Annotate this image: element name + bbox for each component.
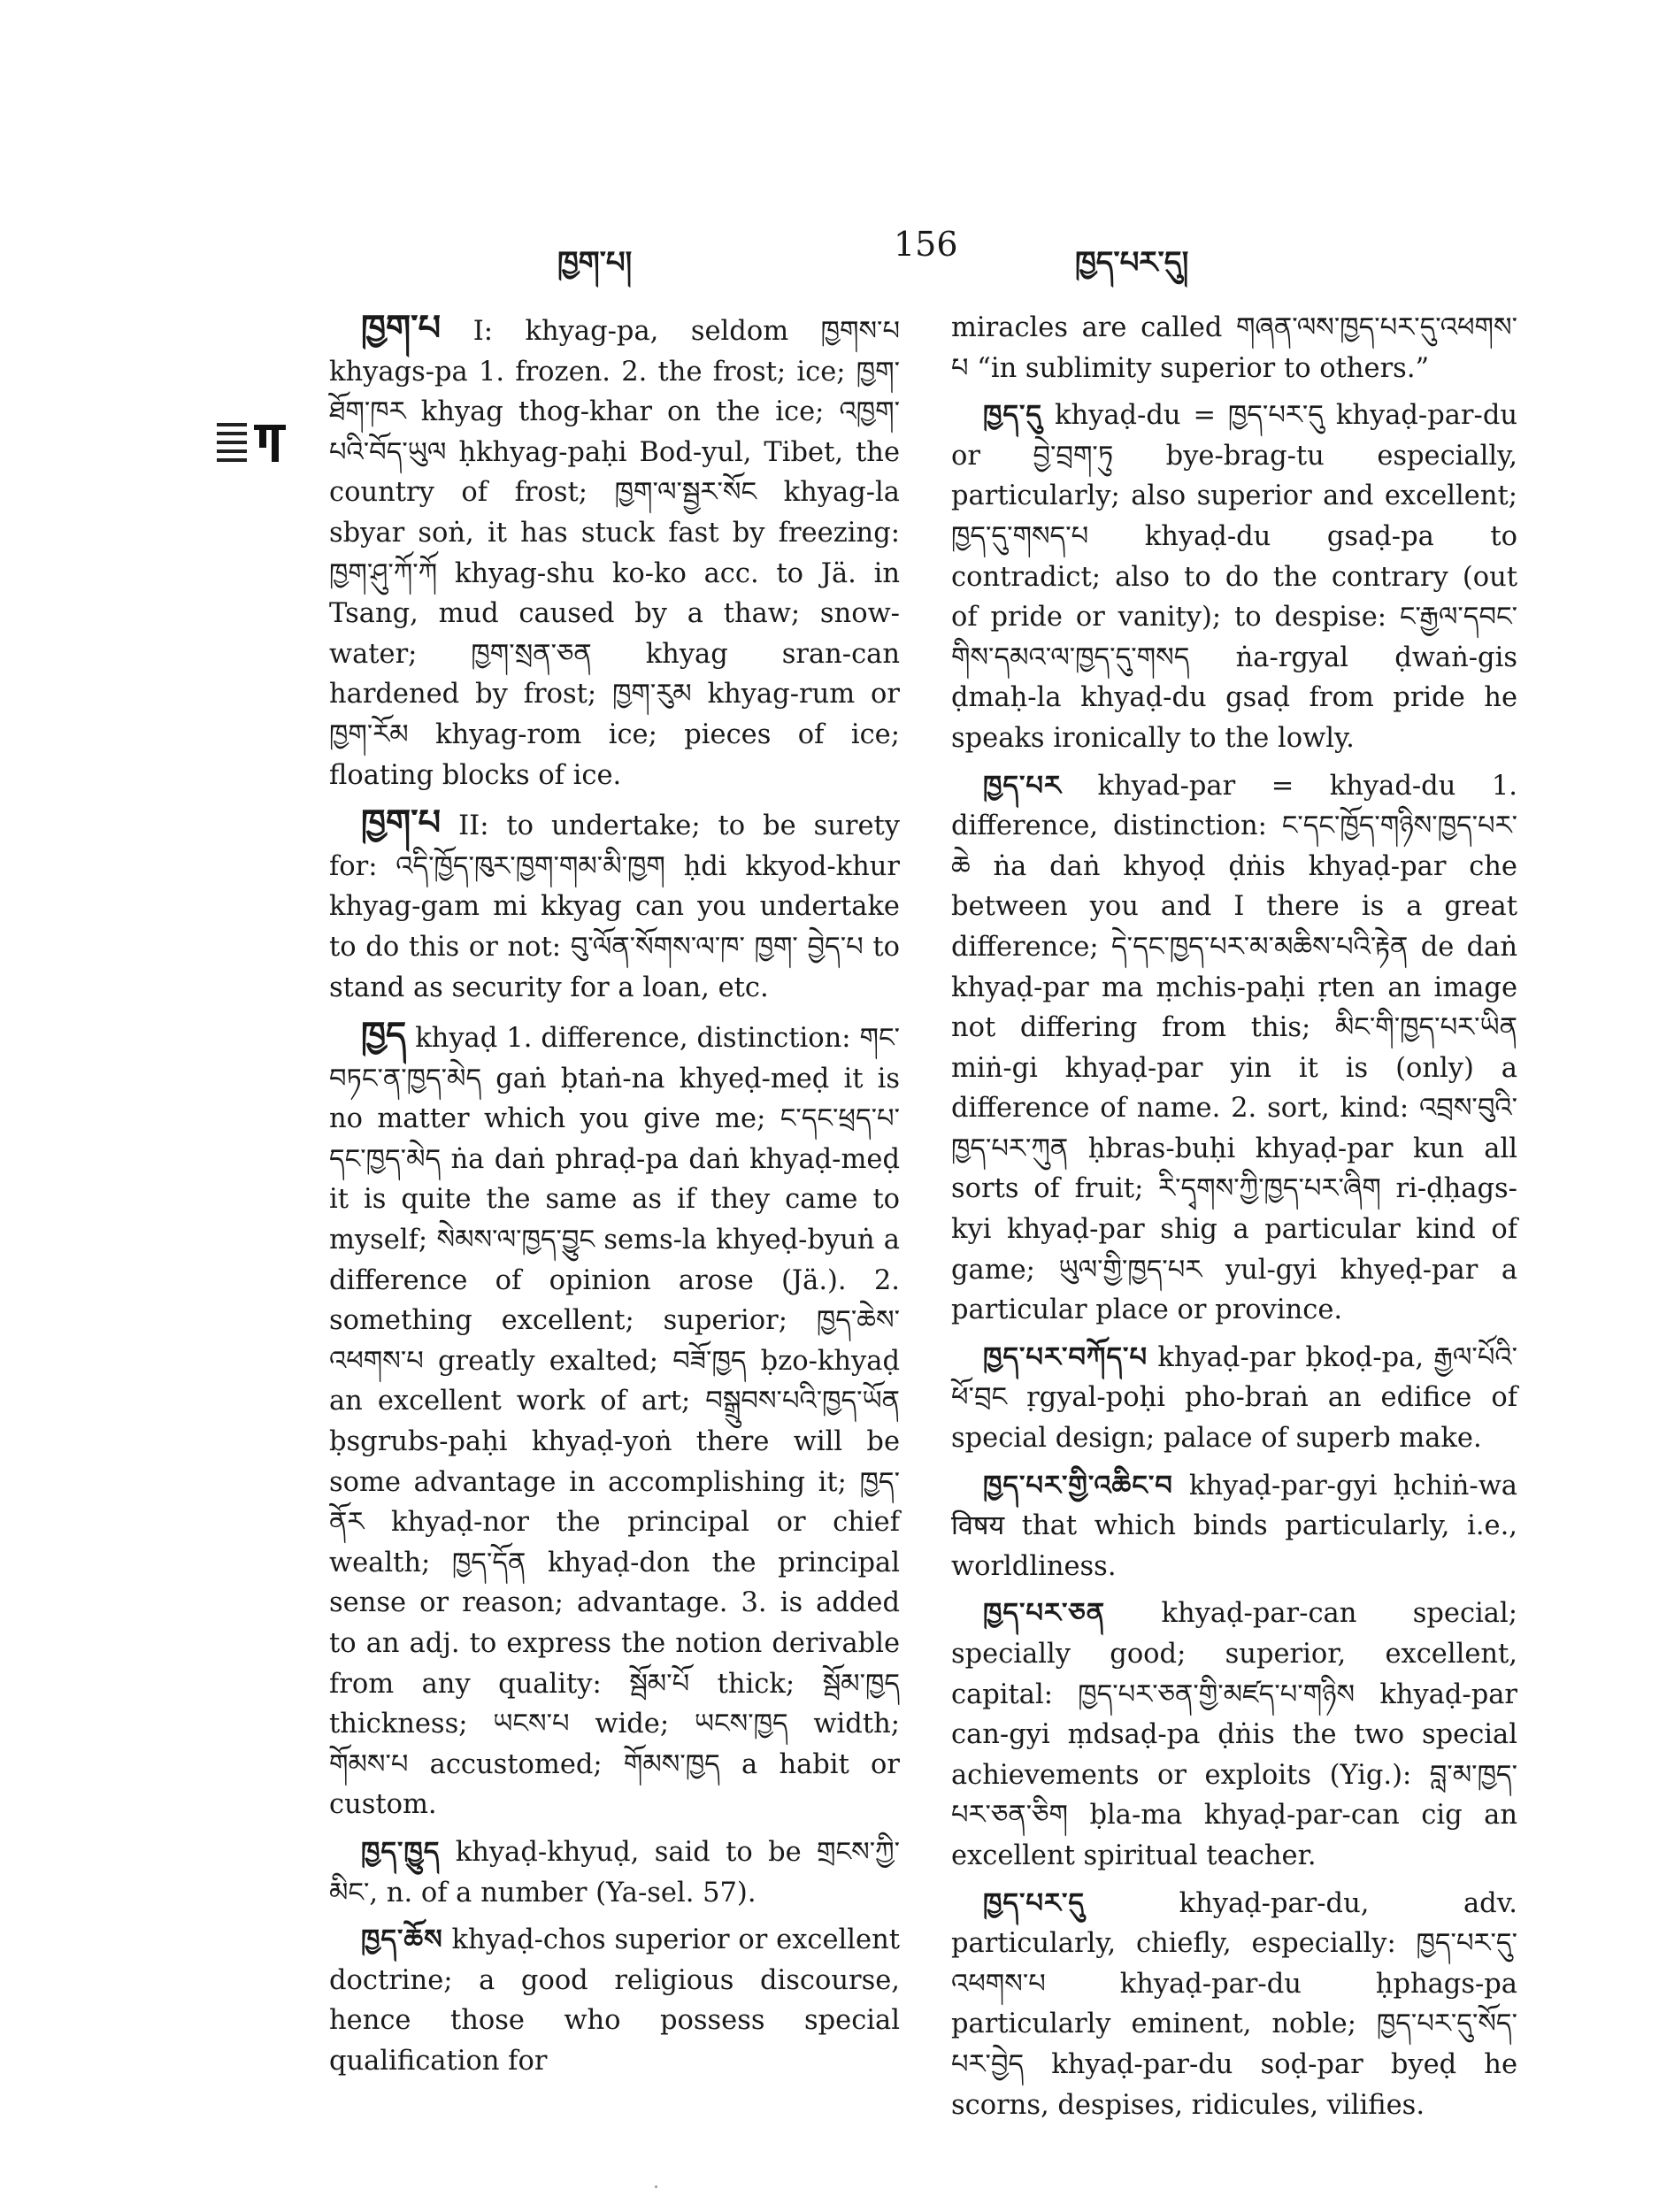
entry-body: khyaḍ-par ḅkoḍ-pa, རྒྱལ་པོའི་ཕོ་བྲང ṛgyal-poḥi pho-braṅ an edifice of special design; palace of superb make. [951,1341,1517,1455]
entry-headword: ཁྱད་པར་གྱི་འཆིང་བ [983,1469,1173,1502]
entry-body: khyad-par = khyad-du 1. difference, distinction: ང་དང་ཁྱོད་གཉིས་ཁྱད་པར་ཆེ ṅa daṅ khyoḍ ḍṅis khyaḍ-par che between you and I there is a great difference; དེ་དང་ཁྱད་པར་མ་མཆིས་པའི་རྟེན de daṅ khyaḍ-par ma ṃchis-paḥi ṛten an image not differing from this; མིང་གི་ཁྱད་པར་ཡིན miṅ-gi khyaḍ-par yin it is (only) a difference of name. 2. sort, kind: འབྲས་བུའི་ཁྱད་པར་ཀུན ḥbras-buḥi khyaḍ-par kun all sorts of fruit; རི་དྭགས་ཀྱི་ཁྱད་པར་ཞིག ri-ḍḥags-kyi khyaḍ-par shig a particular kind of game; ཡུལ་གྱི་ཁྱད་པར yul-gyi khyeḍ-par a particular place or province. [951,770,1517,1326]
entry-body: II: to undertake; to be surety for: འདི་ཁྱོད་ཁུར་ཁྱག་གམ་མི་ཁྱག ḥdi kkyod-khur khyag-gam mi kkyag can you undertake to do this or not: བུ་ལོན་སོགས་ལ་ཁ་ ཁྱག་ བྱེད་པ to stand as security for a loan, etc. [329,810,900,1003]
page-number: 156 [894,225,958,264]
entry-headword: ཁྱད་དུ [983,399,1043,432]
entry-headword: ཁྱད་པར [983,769,1062,802]
entry-khyad-par [951,766,1517,1331]
entry-khyad-par-can [951,1594,1517,1876]
entry-body: khyaḍ-du = ཁྱད་པར་དུ khyaḍ-par-du or བྱེ་བྲག་ཏུ bye-brag-tu especially, particularly; also superior and excellent; ཁྱད་དུ་གསད་པ khyaḍ-du gsaḍ-pa to contradict; also to do the contrary (out of pride or vanity); to despise: ང་རྒྱལ་དབང་གིས་དམའ་ལ་ཁྱད་དུ་གསད ṅa-rgyal ḍwaṅ-gis ḍmaḥ-la khyaḍ-du gsaḍ from pride he speaks ironically to the lowly. [951,400,1517,754]
entry-body: khyaḍ-par-can special; specially good; superior, excellent, capital: ཁྱད་པར་ཅན་གྱི་མཛད་པ་གཉིས khyaḍ-par can-gyi ṃdsaḍ-pa ḍṅis the two special achievements or exploits (Yig.): བླ་མ་ཁྱད་པར་ཅན་ཅིག ḅla-ma khyaḍ-par-can cig an excellent spiritual teacher. [951,1598,1517,1871]
entry-headword: ཁྱག་པ [361,802,442,844]
entry-body: khyaḍ-par-gyi ḥchiṅ-wa विषय that which binds particularly, i.e., worldliness. [951,1470,1517,1582]
entry-headword: ཁྱད་ཁྱུད [361,1835,441,1868]
entry-khyad-khyud [329,1832,900,1913]
entry-body: I: khyag-pa, seldom ཁྱགས་པ khyags-pa 1. frozen. 2. the frost; ice; ཁྱག་ཐོག་ཁར khyag thog-khar on the ice; འཁྱག་པའི་བོད་ཡུལ ḥkhyag-paḥi Bod-yul, Tibet, the country of frost; ཁྱག་ལ་སྦྱར་སོང khyag-la sbyar soṅ, it has stuck fast by freezing: ཁྱག་ཤུ་ཀོ་ཀོ khyag-shu ko-ko acc. to Jä. in Tsang, mud caused by a thaw; snow-water; ཁྱག་སྲན་ཅན khyag sran-can hardened by frost; ཁྱག་རུམ khyag-rum or ཁྱག་རོམ khyag-rom ice; pieces of ice; floating blocks of ice. [329,316,900,791]
entry-headword: ཁྱག་པ [361,307,442,349]
entry-body: khyaḍ 1. difference, distinction: གང་བཏང་ན་ཁྱད་མེད gaṅ ḅtaṅ-na khyeḍ-meḍ it is no matter which you give me; ང་དང་ཕྲད་པ་དང་ཁྱད་མེད ṅa daṅ phraḍ-pa daṅ khyaḍ-meḍ it is quite the same as if they came to myself; སེམས་ལ་ཁྱད་བྱུང sems-la khyeḍ-byuṅ a difference of opinion arose (Jä.). 2. something excellent; superior; ཁྱད་ཆེས་འཕགས་པ greatly exalted; བཟོ་ཁྱད ḅzo-khyaḍ an excellent work of art; བསྒྲུབས་པའི་ཁྱད་ཡོན ḅsgrubs-paḥi khyaḍ-yoṅ there will be some advantage in accomplishing it; ཁྱད་ནོར khyaḍ-nor the principal or chief wealth; ཁྱད་དོན khyaḍ-don the principal sense or reason; advantage. 3. is added to an adj. to express the notion derivable from any quality: སྦོམ་པོ thick; སྦོམ་ཁྱད thickness; ཡངས་པ wide; ཡངས་ཁྱད width; གོམས་པ accustomed; གོམས་ཁྱད a habit or custom. [329,1023,900,1821]
entry-khyad-par-bkod-pa [951,1338,1517,1459]
margin-letter-marker-icon [217,418,291,471]
entry-khyag-pa-1 [329,308,900,795]
entry-headword: ཁྱད [361,1014,407,1056]
entry-khyad [329,1015,900,1825]
running-header [0,219,1659,280]
entry-headword: ཁྱད་ཆོས [361,1924,443,1956]
entry-body: khyaḍ-par-du, adv. particularly, chiefly, especially: ཁྱད་པར་དུ་འཕགས་པ khyaḍ-par-du ḥphags-pa particularly eminent, noble; ཁྱད་པར་དུ་སོད་པར་བྱེད khyaḍ-par-du soḍ-par byeḍ he scorns, despises, ridicules, vilifies. [951,1887,1517,2121]
entry-khyag-pa-2 [329,803,900,1008]
left-column [329,308,900,2089]
entry-headword: ཁྱད་པར་ཅན [983,1597,1106,1630]
right-running-headword: ཁྱད་པར་དུ། [1075,245,1189,280]
entry-body: khyaḍ-chos superior or excellent doctrine; a good religious discourse, hence those who possess special qualification for [329,1924,900,2077]
entry-khyad-du [951,396,1517,758]
entry-khyad-par-du [951,1884,1517,2126]
entry-khyad-chos [329,1920,900,2081]
entry-headword: ཁྱད་པར་དུ [983,1886,1086,1919]
left-running-headword: ཁྱག་པ། [557,245,633,280]
entry-continuation [951,308,1517,388]
entry-headword: ཁྱད་པར་བཀོད་པ [983,1340,1148,1373]
entry-khyad-par-gyi-hching-wa [951,1466,1517,1587]
entry-body: khyaḍ-khyuḍ, said to be གྲངས་ཀྱི་མིང་, n. of a number (Ya-sel. 57). [329,1836,900,1909]
entry-body: miracles are called གཞན་ལས་ཁྱད་པར་དུ་འཕགས་པ “in sublimity superior to others.” [951,312,1517,384]
right-column [951,308,1517,2132]
scan-speck [655,2185,657,2188]
